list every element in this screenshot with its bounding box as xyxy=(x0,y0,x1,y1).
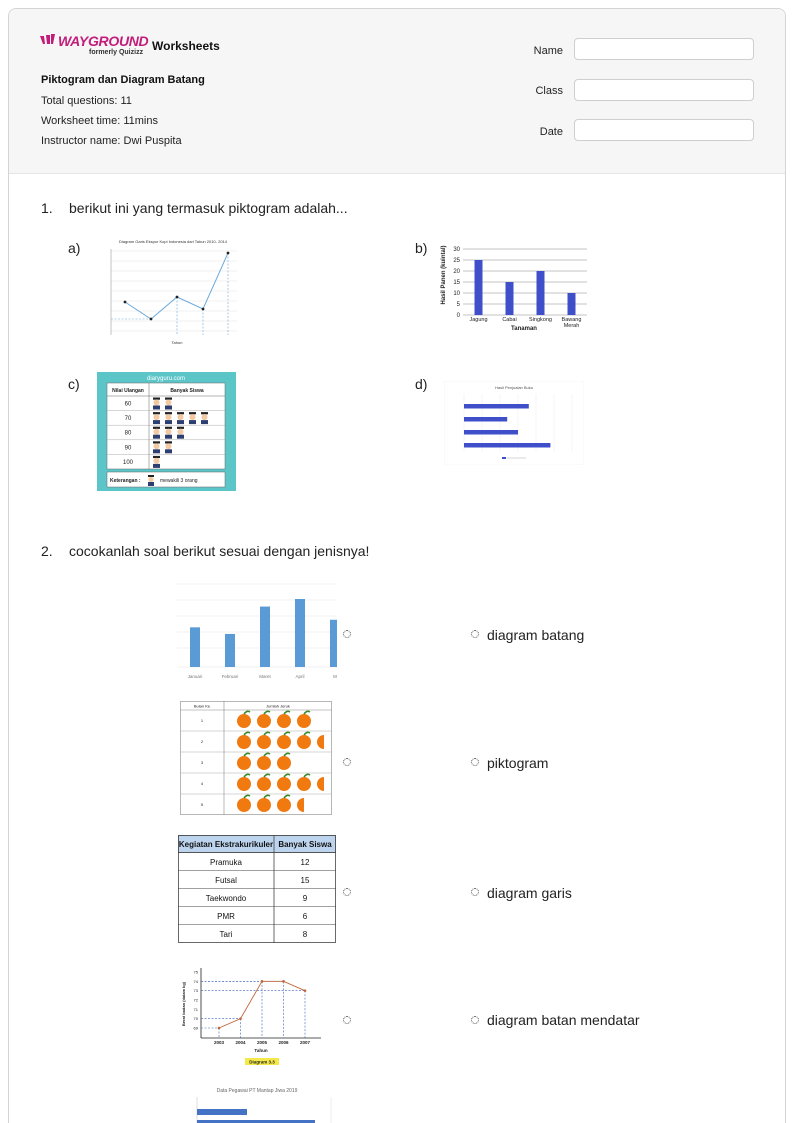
match-left-line-chart-svg xyxy=(179,964,329,1068)
match-right-3-radio[interactable] xyxy=(471,888,479,896)
pictogram-row-label: 1 xyxy=(200,718,204,723)
match-left-column-chart-svg xyxy=(177,582,337,682)
option-c-col1: Nilai Ulangan xyxy=(112,388,144,394)
chart-b-y-tick: 25 xyxy=(453,258,460,264)
option-d-bar xyxy=(464,443,550,448)
student-icon xyxy=(189,412,196,424)
option-c-chart-svg xyxy=(97,372,236,491)
chart-b-y-tick: 15 xyxy=(453,280,460,286)
option-a-chart-svg xyxy=(91,237,241,345)
match-left-line-chart[interactable] xyxy=(179,964,329,1068)
class-field[interactable] xyxy=(574,79,754,101)
table-cell-count: 6 xyxy=(302,912,308,921)
match-left-hbar-chart-svg xyxy=(179,1085,333,1123)
column-chart-x-label: M xyxy=(333,674,337,679)
match-line-ylabel: Berat badan (dalam kg) xyxy=(181,981,186,1027)
match-left-table[interactable] xyxy=(178,835,336,943)
column-chart-bar xyxy=(260,607,270,667)
match-right-piktogram[interactable]: piktogram xyxy=(487,755,549,771)
column-chart-bar xyxy=(190,627,200,667)
student-icon xyxy=(153,412,160,424)
line-chart-x-tick: 2003 xyxy=(213,1040,225,1045)
match-right-diagram-batan-mendatar[interactable]: diagram batan mendatar xyxy=(487,1012,640,1028)
question-2-number: 2. xyxy=(41,543,53,559)
chart-b-x-label: Singkong xyxy=(529,317,552,323)
pictogram-row-label: 4 xyxy=(200,781,204,786)
match-right-4-radio[interactable] xyxy=(471,1016,479,1024)
option-b-bar-chart[interactable] xyxy=(437,237,593,333)
option-d-chart-title: Hasil Penjualan Buku xyxy=(494,385,534,390)
table-cell-count: 12 xyxy=(300,858,310,867)
option-c-letter[interactable]: c) xyxy=(68,376,80,392)
student-icon xyxy=(148,475,154,486)
option-c-col2: Banyak Siswa xyxy=(170,388,204,394)
worksheet xyxy=(8,8,786,1123)
student-icon xyxy=(201,412,208,424)
option-c-row-value: 90 xyxy=(124,445,132,452)
option-c-pictogram[interactable] xyxy=(97,372,236,491)
line-chart-y-tick: 72 xyxy=(193,997,198,1003)
option-c-site: diaryguru.com xyxy=(146,376,186,382)
chart-b-x-label: Cabai xyxy=(502,317,517,323)
student-icon xyxy=(153,456,160,468)
name-field[interactable] xyxy=(574,38,754,60)
option-d-chart-svg xyxy=(444,381,584,465)
column-chart-bar xyxy=(295,599,305,667)
option-d-bar xyxy=(464,404,529,409)
chart-b-y-tick: 5 xyxy=(456,302,460,308)
match-right-diagram-garis[interactable]: diagram garis xyxy=(487,885,572,901)
chart-b-x-label: Merah xyxy=(563,323,580,329)
logo-mark-icon xyxy=(40,34,58,46)
table-cell-count: 8 xyxy=(302,930,308,939)
name-label: Name xyxy=(533,45,563,57)
hbar-chart-bar xyxy=(197,1109,247,1115)
match-left-table-svg xyxy=(178,835,336,943)
option-c-row-value: 70 xyxy=(124,416,132,423)
match-right-2-radio[interactable] xyxy=(471,758,479,766)
option-b-chart-ylabel: Hasil Panen (kuintal) xyxy=(441,245,447,305)
chart-b-y-tick: 30 xyxy=(453,247,460,253)
class-label: Class xyxy=(535,85,563,97)
date-label: Date xyxy=(539,126,563,138)
chart-b-bar xyxy=(537,271,545,315)
worksheet-time: Worksheet time: 11mins xyxy=(41,115,158,127)
line-chart-point xyxy=(261,980,264,983)
match-left-pictogram[interactable] xyxy=(180,701,332,815)
student-icon xyxy=(165,398,172,410)
option-d-bar xyxy=(464,430,518,435)
product-label: Worksheets xyxy=(152,39,220,53)
line-chart-y-tick: 71 xyxy=(193,1006,198,1012)
student-icon xyxy=(153,427,160,439)
option-a-line-chart[interactable] xyxy=(91,237,241,345)
pictogram-row-label: 3 xyxy=(200,760,204,765)
column-chart-x-label: Februari xyxy=(221,674,239,679)
line-chart-x-tick: 2007 xyxy=(299,1040,311,1045)
chart-b-y-tick: 10 xyxy=(453,291,460,297)
chart-b-x-label: Bawang xyxy=(561,317,582,323)
option-d-letter[interactable]: d) xyxy=(415,376,428,392)
option-d-hbar-chart[interactable] xyxy=(444,381,584,465)
option-b-letter[interactable]: b) xyxy=(415,240,428,256)
option-a-chart-xlabel: Tahun xyxy=(171,340,183,345)
match-left-pictogram-svg xyxy=(180,701,332,815)
chart-b-x-label: Jagung xyxy=(469,317,488,323)
line-chart-y-tick: 69 xyxy=(193,1025,198,1031)
option-a-letter[interactable]: a) xyxy=(68,240,81,256)
match-line-xlabel: Tahun xyxy=(254,1048,268,1053)
line-chart-x-tick: 2004 xyxy=(235,1040,246,1045)
column-chart-bar xyxy=(330,620,337,667)
option-c-legend-text: mewakili 3 orang xyxy=(160,478,198,484)
match-left-hbar-chart[interactable] xyxy=(179,1085,333,1123)
line-chart-y-tick: 75 xyxy=(193,969,198,975)
question-1-text: berikut ini yang termasuk piktogram adalah... xyxy=(69,200,348,216)
table-cell-activity: Pramuka xyxy=(209,858,243,867)
question-2-text: cocokanlah soal berikut sesuai dengan jenisnya! xyxy=(69,543,370,559)
worksheet-title: Piktogram dan Diagram Batang xyxy=(41,74,205,86)
student-icon xyxy=(177,427,184,439)
instructor-name: Instructor name: Dwi Puspita xyxy=(41,135,182,147)
line-chart-x-tick: 2005 xyxy=(256,1040,268,1045)
match-hbar-title: Data Pegawai PT Mantap Jiwa 2019 xyxy=(216,1088,298,1094)
line-chart-point xyxy=(239,1017,242,1020)
pictogram-row-label: 2 xyxy=(200,739,204,744)
student-icon xyxy=(153,441,160,453)
match-left-1-radio[interactable] xyxy=(343,630,351,638)
table-cell-count: 9 xyxy=(302,894,308,903)
line-chart-point xyxy=(304,989,307,992)
column-chart-x-label: Maret xyxy=(259,674,271,679)
student-icon xyxy=(165,441,172,453)
table-cell-activity: Tari xyxy=(219,930,233,939)
option-b-chart-svg xyxy=(437,237,593,333)
match-left-3-radio[interactable] xyxy=(343,888,351,896)
option-c-row-value: 100 xyxy=(122,459,134,466)
student-icon xyxy=(153,398,160,410)
match-left-2-radio[interactable] xyxy=(343,758,351,766)
option-d-bar xyxy=(464,417,507,422)
table-cell-activity: PMR xyxy=(217,912,235,921)
option-c-row-value: 80 xyxy=(124,430,132,437)
option-c-legend-label: Keterangan : xyxy=(110,478,141,484)
chart-b-bar xyxy=(475,260,483,315)
table-cell-activity: Taekwondo xyxy=(205,894,247,903)
match-pictogram-col2: Jumlah Jeruk xyxy=(266,703,290,709)
match-line-caption: Diagram 3.3 xyxy=(249,1059,275,1065)
line-chart-y-tick: 73 xyxy=(193,988,198,994)
match-table-col2: Banyak Siswa xyxy=(278,840,332,849)
brand-logo xyxy=(40,33,149,57)
option-b-chart-xlabel: Tanaman xyxy=(511,326,537,332)
student-icon xyxy=(177,412,184,424)
brand-subtitle: formerly Quizizz xyxy=(89,49,144,56)
option-c-row-value: 60 xyxy=(124,401,132,408)
line-chart-point xyxy=(218,1027,221,1030)
pictogram-row-label: 5 xyxy=(200,802,204,807)
chart-b-bar xyxy=(568,293,576,315)
question-1-number: 1. xyxy=(41,200,53,216)
worksheet-header xyxy=(9,9,785,174)
match-pictogram-col1: Bulan Ke xyxy=(193,703,211,709)
option-a-chart-title: Diagram Garis Ekspor Kopi Indonesia dari Tahun 2010- 2014 xyxy=(119,239,227,244)
line-chart-y-tick: 74 xyxy=(193,978,198,984)
column-chart-x-label: Januari xyxy=(187,674,203,679)
match-right-1-radio[interactable] xyxy=(471,630,479,638)
column-chart-x-label: April xyxy=(295,674,305,679)
line-chart-point xyxy=(282,980,285,983)
total-questions: Total questions: 11 xyxy=(41,95,132,107)
column-chart-bar xyxy=(225,634,235,667)
student-icon xyxy=(165,412,172,424)
match-table-col1: Kegiatan Ekstrakurikuler xyxy=(178,840,274,849)
match-left-column-chart[interactable] xyxy=(177,582,337,682)
match-left-4-radio[interactable] xyxy=(343,1016,351,1024)
line-chart-x-tick: 2006 xyxy=(278,1040,289,1045)
match-right-diagram-batang[interactable]: diagram batang xyxy=(487,627,585,643)
table-cell-activity: Futsal xyxy=(215,876,237,885)
date-field[interactable] xyxy=(574,119,754,141)
chart-b-y-tick: 20 xyxy=(453,269,460,275)
chart-b-y-tick: 0 xyxy=(456,313,460,319)
brand-name: WAYGROUND xyxy=(58,33,149,49)
student-icon xyxy=(165,427,172,439)
table-cell-count: 15 xyxy=(300,876,310,885)
line-chart-y-tick: 70 xyxy=(193,1016,198,1022)
chart-b-bar xyxy=(506,282,514,315)
